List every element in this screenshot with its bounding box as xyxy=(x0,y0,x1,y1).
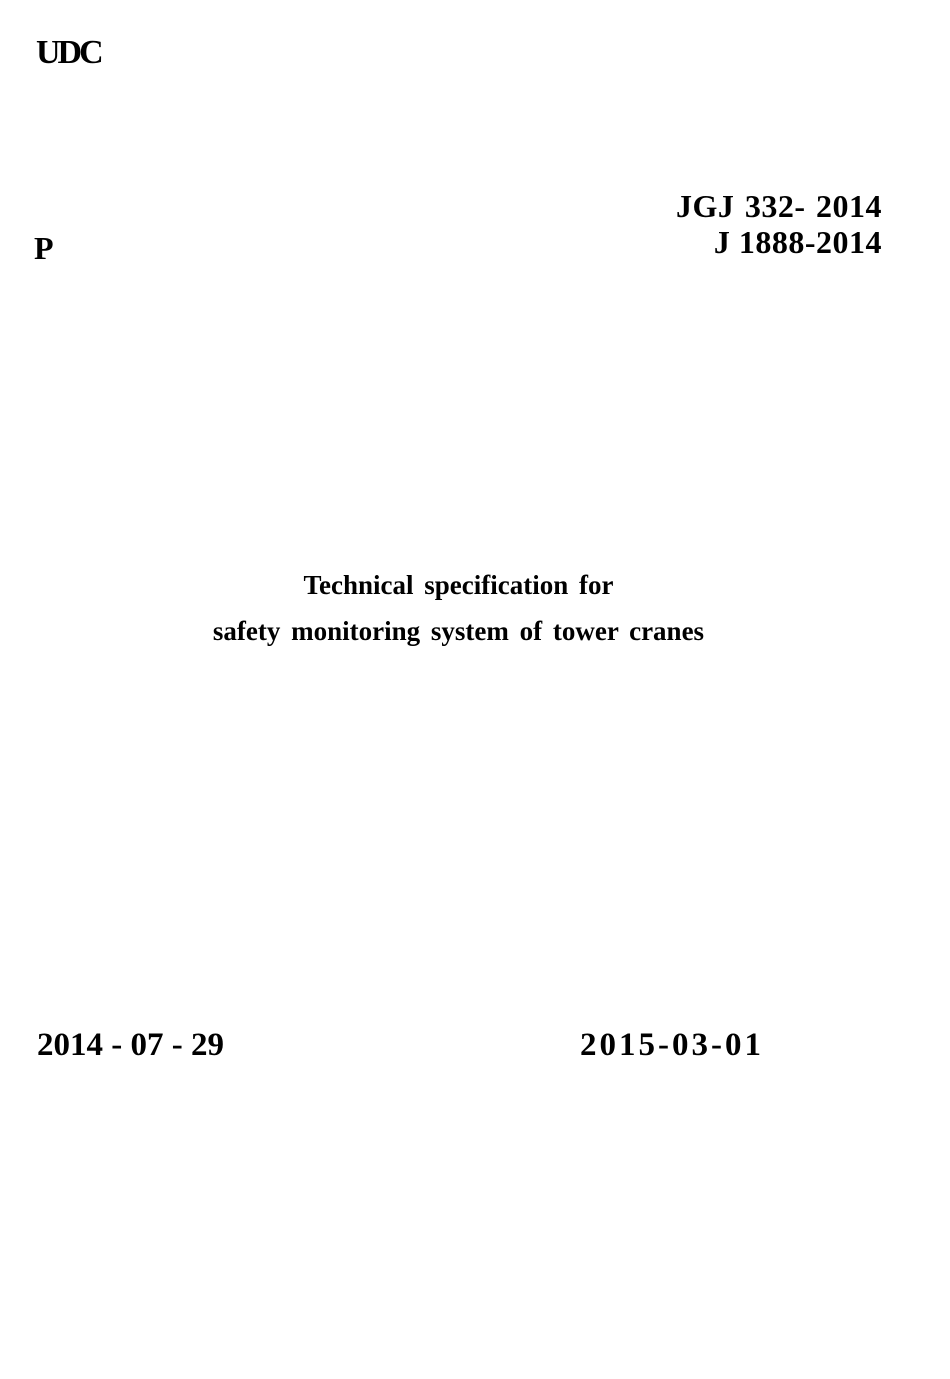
udc-label: UDC xyxy=(36,34,101,71)
title-line-2: safety monitoring system of tower cranes xyxy=(212,616,705,646)
standard-number-record: J 1888-2014 xyxy=(713,224,882,260)
document-title xyxy=(0,562,917,654)
issue-date: 2014 - 07 - 29 xyxy=(37,1027,224,1063)
effective-date: 2015-03-01 xyxy=(580,1027,764,1063)
title-line-1: Technical specification for xyxy=(303,570,614,600)
standard-number-block xyxy=(676,188,882,260)
classification-code: P xyxy=(34,230,54,266)
standard-number-primary: JGJ 332- 2014 xyxy=(675,188,882,224)
